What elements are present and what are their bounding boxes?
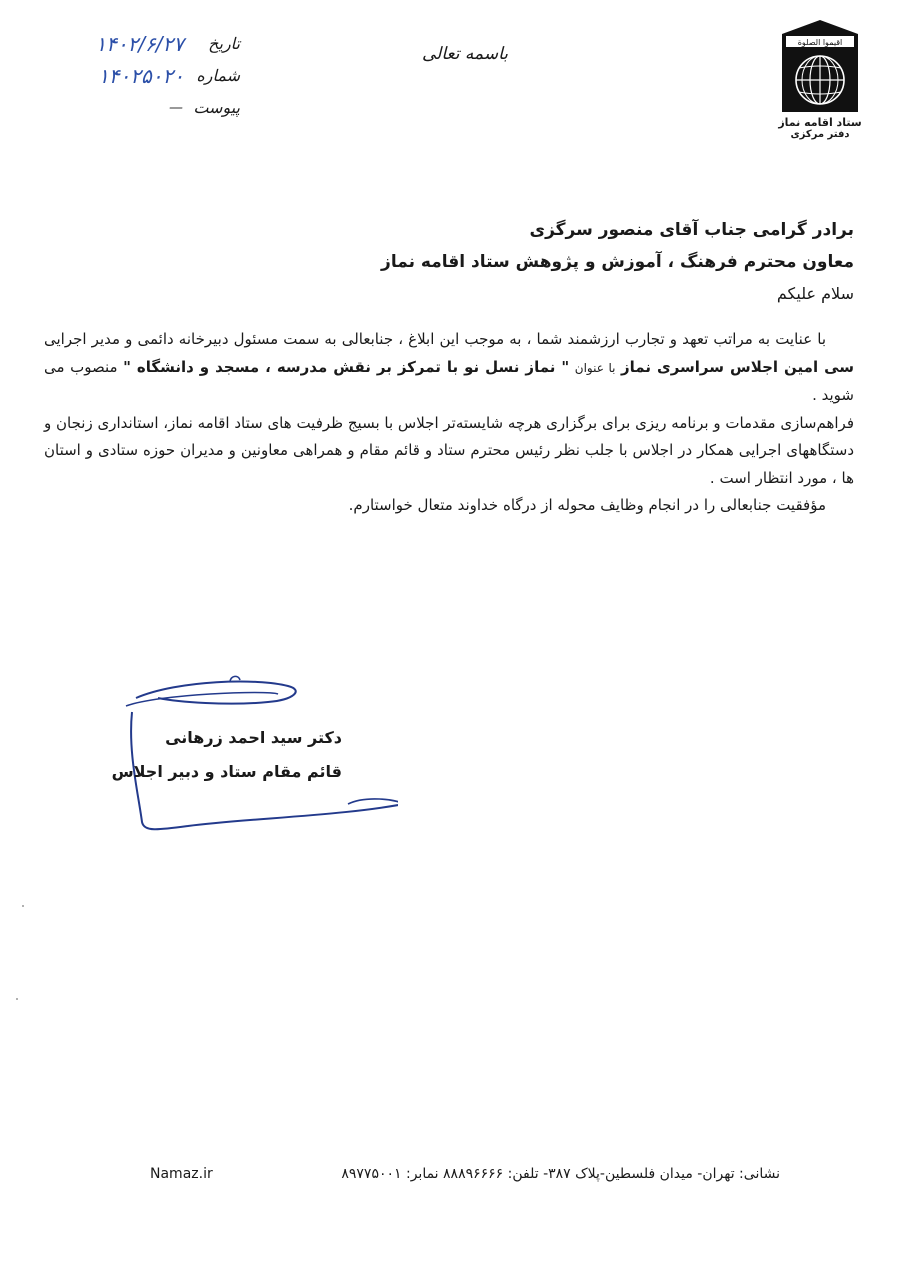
greeting: سلام علیکم bbox=[776, 284, 854, 303]
date-value: ۱۴۰۲/۶/۲۷ bbox=[95, 32, 184, 56]
letter-meta bbox=[70, 28, 240, 128]
number-label: شماره bbox=[196, 66, 240, 85]
footer-address: نشانی: تهران- میدان فلسطین-پلاک ۳۸۷- تلفن: ۸۸۸۹۶۶۶۶ نمابر: ۸۹۷۷۵۰۰۱ bbox=[341, 1166, 780, 1182]
logo-office-name: دفتر مرکزی bbox=[790, 129, 850, 140]
paragraph-appointment bbox=[44, 326, 854, 410]
scan-speck bbox=[22, 905, 24, 907]
conference-name: سی امین اجلاس سراسری نماز bbox=[621, 357, 854, 376]
conference-theme: " نماز نسل نو با تمرکز بر نقش مدرسه ، مسجد و دانشگاه " bbox=[123, 357, 570, 376]
title-label: با عنوان bbox=[574, 360, 616, 375]
signature-block bbox=[111, 672, 398, 842]
logo-band-text: اقیموا الصلوة bbox=[797, 38, 843, 47]
date-row bbox=[70, 32, 240, 58]
organization-logo bbox=[770, 18, 870, 154]
letter-body bbox=[44, 326, 854, 520]
attachment-label: پیوست bbox=[193, 98, 240, 117]
logo-org-name: ستاد اقامه نماز bbox=[778, 116, 862, 129]
signatory-name: دکتر سید احمد زرهانی bbox=[165, 728, 342, 747]
paragraph-wishes: مؤفقیت جنابعالی را در انجام وظایف محوله از درگاه خداوند متعال خواستارم. bbox=[348, 496, 826, 514]
letter-footer bbox=[140, 1166, 780, 1192]
attachment-row bbox=[70, 96, 240, 122]
recipient-line: برادر گرامی جناب آقای منصور سرگزی bbox=[529, 220, 854, 240]
salutation-block bbox=[294, 214, 854, 310]
attachment-value: — bbox=[169, 100, 184, 116]
paragraph-expectations: فراهم‌سازی مقدمات و برنامه ریزی برای برگزاری هرچه شایسته‌تر اجلاس با بسیج ظرفیت های ستاد اقامه نماز، استانداری زنجان و دستگاههای اجرایی همکار در اجلاس با جلب نظر رئیس محترم ستاد و قائم مقام و همراهی معاونین و مدیران حوزه ستادی و استان ها ، مورد انتظار است . bbox=[44, 413, 854, 487]
globe-emblem-icon bbox=[778, 18, 862, 114]
signature-stroke bbox=[118, 672, 398, 842]
date-label: تاریخ bbox=[208, 34, 240, 53]
invocation-heading: باسمه تعالی bbox=[422, 44, 508, 64]
appointment-closing: منصوب می شوید . bbox=[44, 357, 854, 404]
appointment-text: با عنایت به مراتب تعهد و تجارب ارزشمند شما ، به موجب این ابلاغ ، جنابعالی به سمت مسئول دبیرخانه دائمی و مدیر اجرایی bbox=[44, 330, 826, 348]
number-value: ۱۴۰۲۵۰۲۰ bbox=[98, 64, 184, 88]
scan-speck bbox=[16, 998, 18, 1000]
number-row bbox=[70, 64, 240, 90]
signatory-title: قائم مقام ستاد و دبیر اجلاس bbox=[111, 762, 342, 781]
recipient-position: معاون محترم فرهنگ ، آموزش و پژوهش ستاد اقامه نماز bbox=[381, 252, 854, 272]
footer-website: Namaz.ir bbox=[150, 1166, 213, 1182]
